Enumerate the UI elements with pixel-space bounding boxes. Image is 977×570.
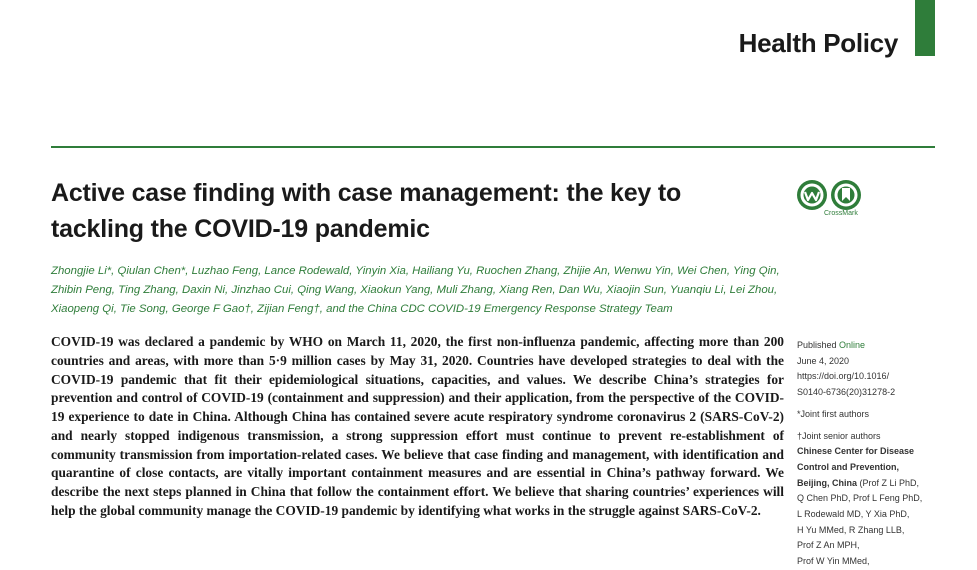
article-title: Active case finding with case management: the key to tackling the COVID-19 pandemic — [51, 179, 682, 243]
published-prefix: Published — [797, 340, 840, 350]
affiliation-line: Prof W Yin MMed, — [797, 556, 870, 567]
published-date: June 4, 2020 — [797, 355, 850, 366]
affiliation-location: Beijing, China — [797, 477, 858, 488]
published-line — [797, 338, 947, 354]
affiliation-line: Chinese Center for Disease — [797, 446, 915, 457]
header-rule — [51, 146, 935, 148]
joint-senior-note: †Joint senior authors — [797, 430, 881, 441]
abstract: COVID-19 was declared a pandemic by WHO on March 11, 2020, the first non-influenza pandemic, affecting more than 200 countries and areas, with more than 5·9 million cases by May 31, 2020. Countries have developed strategies to deal with the COVID-19 pandemic that fit their epidemiological situations, capacities, and values. We describe China’s strategies for prevention and control of COVID-19 (containment and suppression) and their application, from the perspective of the COVID-19 experience to date in China. Although China has contained severe acute respiratory syndrome coronavirus 2 (SARS-CoV-2) and nearly stopped indigenous transmission, a strong suppression effort must continue to prevent re-establishment of community transmission from importation-related cases. We believe that case finding and management, with identification and quarantine of close contacts, are vitally important containment measures and are essential in China’s pathway forward. We describe the next steps planned in China that follow the containment effort. We believe that sharing countries’ experiences will help the global community manage the COVID-19 pandemic by identifying what works in the struggle against SARS-CoV-2. — [51, 334, 784, 518]
doi-link-line2[interactable]: S0140-6736(20)31278-2 — [797, 387, 896, 398]
affiliation-names: (Prof Z Li PhD, — [857, 477, 920, 488]
affiliation-line: L Rodewald MD, Y Xia PhD, — [797, 509, 910, 520]
article-badges — [797, 180, 867, 220]
article-sidebar — [797, 338, 947, 570]
affiliation-line: Prof Z An MPH, — [797, 540, 860, 551]
affiliation-line: Control and Prevention, — [797, 461, 900, 472]
section-label: Health Policy — [738, 28, 898, 58]
crossmark-icon[interactable] — [831, 180, 861, 210]
doi-link-line1[interactable]: https://doi.org/10.1016/ — [797, 371, 890, 382]
affiliation-line: Q Chen PhD, Prof L Feng PhD, — [797, 493, 923, 504]
published-online-link[interactable]: Online — [839, 340, 866, 350]
affiliation-line: H Yu MMed, R Zhang LLB, — [797, 524, 905, 535]
crossmark-label: CrossMark — [824, 210, 858, 217]
section-color-tab — [915, 0, 935, 56]
joint-first-note: *Joint first authors — [797, 408, 870, 419]
author-list: Zhongjie Li*, Qiulan Chen*, Luzhao Feng, Lance Rodewald, Yinyin Xia, Hailiang Yu, Ruochen Zhang, Zhijie An, Wenwu Yin, Wei Chen, Ying Qin, Zhibin Peng, Ting Zhang, Daxin Ni, Jinzhao Cui, Qing Wang, Xiaokun Yang, Muli Zhang, Xiang Ren, Dan Wu, Xiaojin Sun, Yuanqiu Li, Lei Zhou, Xiaopeng Qi, Tie Song, George F Gao†, Zijian Feng†, and the China CDC COVID-19 Emergency Response Strategy Team — [51, 265, 780, 315]
affiliation-line — [797, 476, 947, 492]
open-access-icon[interactable] — [797, 180, 827, 210]
